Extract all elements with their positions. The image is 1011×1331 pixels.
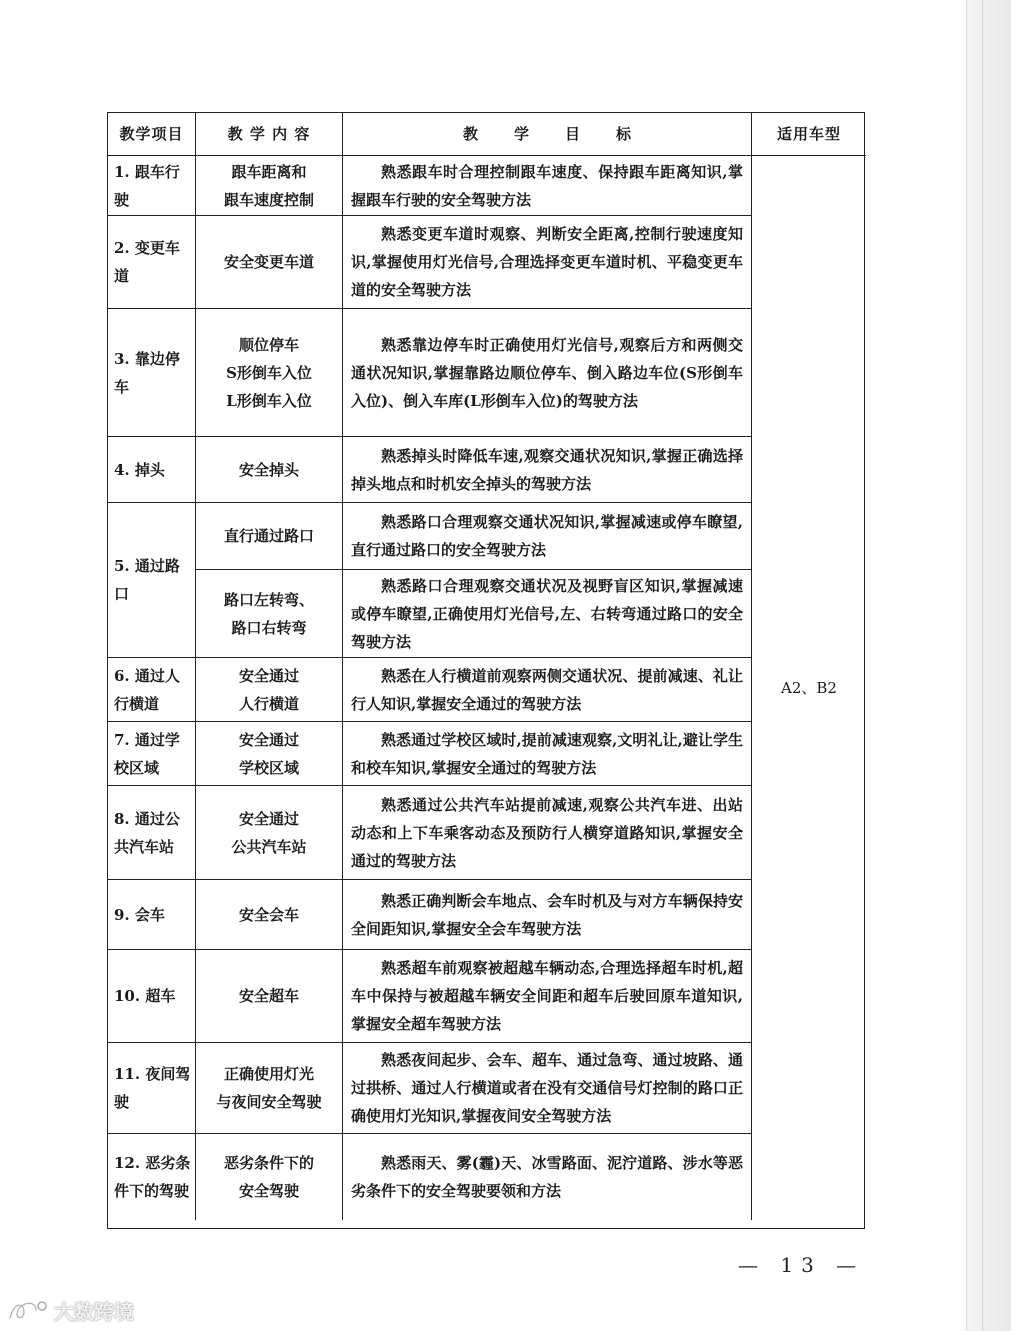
content-cell: 安全掉头 <box>196 437 343 503</box>
teaching-table <box>107 112 865 1229</box>
header-vehicle: 适用车型 <box>752 113 866 156</box>
page-number: — 13 — <box>738 1253 865 1277</box>
content-cell: 顺位停车 S形倒车入位 L形倒车入位 <box>196 309 343 437</box>
goal-cell: 熟悉在人行横道前观察两侧交通状况、提前减速、礼让行人知识,掌握安全通过的驾驶方法 <box>343 658 752 722</box>
goal-cell: 熟悉掉头时降低车速,观察交通状况知识,掌握正确选择掉头地点和时机安全掉头的驾驶方法 <box>343 437 752 503</box>
header-content: 教 学 内 容 <box>196 113 343 156</box>
content-cell: 安全超车 <box>196 950 343 1043</box>
content-cell: 安全通过 公共汽车站 <box>196 786 343 880</box>
content-cell: 安全会车 <box>196 880 343 950</box>
content-cell: 正确使用灯光 与夜间安全驾驶 <box>196 1043 343 1134</box>
content-cell: 安全变更车道 <box>196 216 343 309</box>
content-cell: 路口左转弯、 路口右转弯 <box>196 570 343 658</box>
watermark-logo <box>6 1296 134 1325</box>
goal-cell: 熟悉靠边停车时正确使用灯光信号,观察后方和两侧交通状况知识,掌握靠路边顺位停车、倒入路边车位(S形倒车入位)、倒入车库(L形倒车入位)的驾驶方法 <box>343 309 752 437</box>
watermark-swirl-icon <box>6 1298 50 1324</box>
vehicle-type-cell: A2、B2 <box>781 679 837 697</box>
project-cell: 5. 通过路口 <box>108 503 196 658</box>
project-cell: 10. 超车 <box>108 950 196 1043</box>
header-project: 教学项目 <box>108 113 196 156</box>
content-cell: 直行通过路口 <box>196 503 343 570</box>
project-cell: 9. 会车 <box>108 880 196 950</box>
goal-cell: 熟悉路口合理观察交通状况及视野盲区知识,掌握减速或停车瞭望,正确使用灯光信号,左、右转弯通过路口的安全驾驶方法 <box>343 570 752 658</box>
project-cell: 12. 恶劣条件下的驾驶 <box>108 1134 196 1220</box>
goal-cell: 熟悉雨天、雾(霾)天、冰雪路面、泥泞道路、涉水等恶劣条件下的安全驾驶要领和方法 <box>343 1134 752 1220</box>
content-cell: 恶劣条件下的 安全驾驶 <box>196 1134 343 1220</box>
project-cell: 11. 夜间驾驶 <box>108 1043 196 1134</box>
project-cell: 1. 跟车行驶 <box>108 156 196 216</box>
goal-cell: 熟悉夜间起步、会车、超车、通过急弯、通过坡路、通过拱桥、通过人行横道或者在没有交通信号灯控制的路口正确使用灯光知识,掌握夜间安全驾驶方法 <box>343 1043 752 1134</box>
header-goal: 教学目标 <box>343 113 752 156</box>
page-edge-line <box>982 0 983 1331</box>
goal-cell: 熟悉超车前观察被超越车辆动态,合理选择超车时机,超车中保持与被超越车辆安全间距和超车后驶回原车道知识,掌握安全超车驾驶方法 <box>343 950 752 1043</box>
project-cell: 8. 通过公共汽车站 <box>108 786 196 880</box>
content-cell: 安全通过 人行横道 <box>196 658 343 722</box>
goal-cell: 熟悉路口合理观察交通状况知识,掌握减速或停车瞭望,直行通过路口的安全驾驶方法 <box>343 503 752 570</box>
project-cell: 2. 变更车道 <box>108 216 196 309</box>
project-cell: 6. 通过人行横道 <box>108 658 196 722</box>
goal-cell: 熟悉变更车道时观察、判断安全距离,控制行驶速度知识,掌握使用灯光信号,合理选择变更车道时机、平稳变更车道的安全驾驶方法 <box>343 216 752 309</box>
goal-cell: 熟悉跟车时合理控制跟车速度、保持跟车距离知识,掌握跟车行驶的安全驾驶方法 <box>343 156 752 216</box>
goal-cell: 熟悉通过学校区域时,提前减速观察,文明礼让,避让学生和校车知识,掌握安全通过的驾驶方法 <box>343 722 752 786</box>
goal-cell: 熟悉通过公共汽车站提前减速,观察公共汽车进、出站动态和上下车乘客动态及预防行人横穿道路知识,掌握安全通过的驾驶方法 <box>343 786 752 880</box>
project-cell: 7. 通过学校区域 <box>108 722 196 786</box>
project-cell: 3. 靠边停车 <box>108 309 196 437</box>
watermark-text: 大数跨境 <box>54 1300 134 1324</box>
goal-cell: 熟悉正确判断会车地点、会车时机及与对方车辆保持安全间距知识,掌握安全会车驾驶方法 <box>343 880 752 950</box>
project-cell: 4. 掉头 <box>108 437 196 503</box>
content-cell: 安全通过 学校区域 <box>196 722 343 786</box>
content-cell: 跟车距离和 跟车速度控制 <box>196 156 343 216</box>
page-edge-shadow <box>966 0 1011 1331</box>
